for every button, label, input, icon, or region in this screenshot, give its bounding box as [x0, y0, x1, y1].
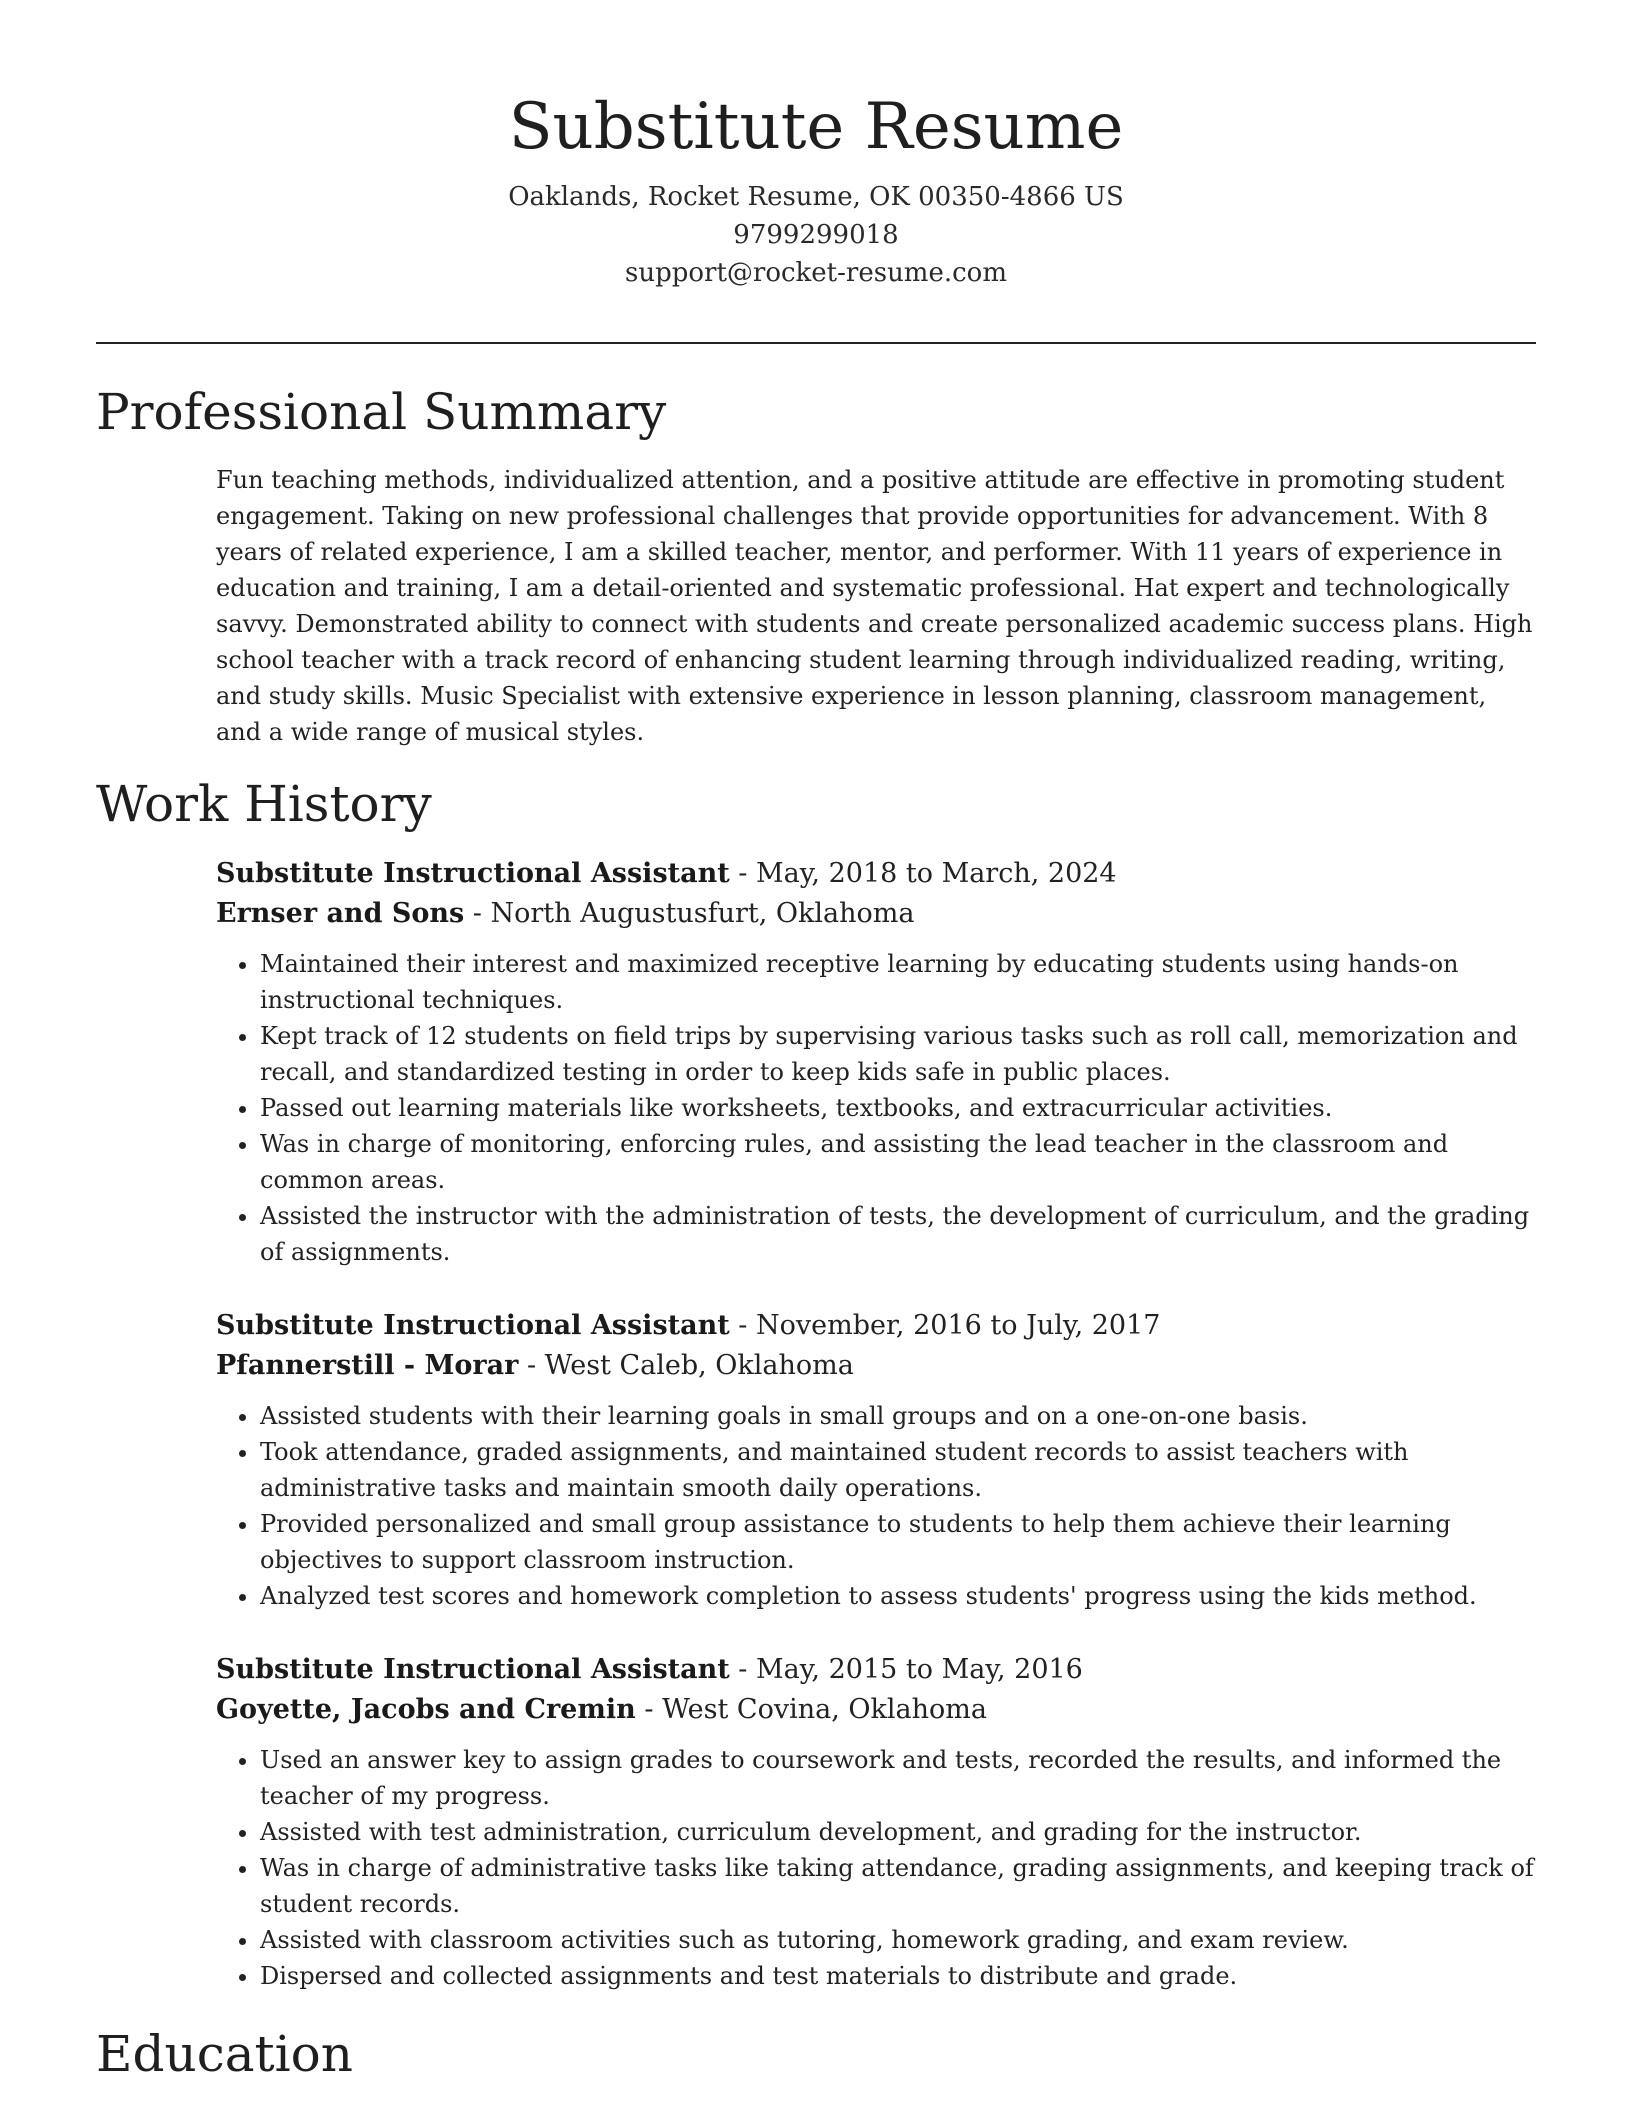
job-location: - West Covina, Oklahoma	[635, 1694, 987, 1725]
job-location: - North Augustusfurt, Oklahoma	[464, 898, 915, 929]
list-item: • Assisted with classroom activities such as tutoring, homework grading, and exam review.	[260, 1922, 1536, 1958]
job-dates: - November, 2016 to July, 2017	[729, 1310, 1161, 1341]
list-item: • Maintained their interest and maximized receptive learning by educating students using hands-on instructional techniques.	[260, 946, 1536, 1018]
section-title-work-history: Work History	[96, 775, 432, 833]
job-bullets	[216, 1742, 1536, 1994]
header-divider	[96, 342, 1536, 344]
job-company-line	[216, 894, 1536, 934]
list-item: • Dispersed and collected assignments and test materials to distribute and grade.	[260, 1958, 1536, 1994]
job-dates: - May, 2015 to May, 2016	[729, 1654, 1083, 1685]
job-dates: - May, 2018 to March, 2024	[729, 858, 1117, 889]
list-item: • Provided personalized and small group assistance to students to help them achieve their learning objectives to support classroom instruction.	[260, 1506, 1536, 1578]
job-bullets	[216, 946, 1536, 1270]
list-item: • Kept track of 12 students on field trips by supervising various tasks such as roll call, memorization and recall, and standardized testing in order to keep kids safe in public places.	[260, 1018, 1536, 1090]
job-company: Goyette, Jacobs and Cremin	[216, 1694, 636, 1725]
list-item: • Was in charge of monitoring, enforcing rules, and assisting the lead teacher in the classroom and common areas.	[260, 1126, 1536, 1198]
list-item: • Took attendance, graded assignments, and maintained student records to assist teachers with administrative tasks and maintain smooth daily operations.	[260, 1434, 1536, 1506]
contact-phone: 9799299018	[733, 220, 899, 250]
job-bullets	[216, 1398, 1536, 1614]
list-item: • Used an answer key to assign grades to coursework and tests, recorded the results, and informed the teacher of my progress.	[260, 1742, 1536, 1814]
list-item: • Passed out learning materials like worksheets, textbooks, and extracurricular activities.	[260, 1090, 1536, 1126]
list-item: • Assisted the instructor with the administration of tests, the development of curriculum, and the grading of assignments.	[260, 1198, 1536, 1270]
job-role: Substitute Instructional Assistant	[216, 858, 730, 889]
job-title-line	[216, 1650, 1536, 1690]
job-location: - West Caleb, Oklahoma	[518, 1350, 854, 1381]
section-title-summary: Professional Summary	[96, 383, 667, 441]
job-title-line	[216, 854, 1536, 894]
job-entry-2	[216, 1306, 1536, 1614]
list-item: • Assisted students with their learning goals in small groups and on a one-on-one basis.	[260, 1398, 1536, 1434]
summary-block	[216, 462, 1536, 750]
contact-address: Oaklands, Rocket Resume, OK 00350-4866 US	[508, 182, 1124, 212]
resume-header	[96, 84, 1536, 292]
job-title-line	[216, 1306, 1536, 1346]
list-item: • Assisted with test administration, curriculum development, and grading for the instructor.	[260, 1814, 1536, 1850]
job-company: Pfannerstill - Morar	[216, 1350, 519, 1381]
job-company-line	[216, 1690, 1536, 1730]
job-company: Ernser and Sons	[216, 898, 465, 929]
list-item: • Analyzed test scores and homework completion to assess students' progress using the kids method.	[260, 1578, 1536, 1614]
job-role: Substitute Instructional Assistant	[216, 1654, 730, 1685]
candidate-name: Substitute Resume	[508, 90, 1124, 164]
job-entry-3	[216, 1650, 1536, 1994]
job-role: Substitute Instructional Assistant	[216, 1310, 730, 1341]
job-entry-1	[216, 854, 1536, 1270]
section-title-education: Education	[96, 2025, 353, 2083]
job-company-line	[216, 1346, 1536, 1386]
list-item: • Was in charge of administrative tasks like taking attendance, grading assignments, and keeping track of student records.	[260, 1850, 1536, 1922]
contact-email: support@rocket-resume.com	[624, 258, 1007, 288]
summary-text: Fun teaching methods, individualized attention, and a positive attitude are effective in promoting student engagement. Taking on new professional challenges that provide opportunities for advancement. With 8 years of related experience, I am a skilled teacher, mentor, and performer. With 11 years of experience in education and training, I am a detail-oriented and systematic professional. Hat expert and technologically savvy. Demonstrated ability to connect with students and create personalized academic success plans. High school teacher with a track record of enhancing student learning through individualized reading, writing, and study skills. Music Specialist with extensive experience in lesson planning, classroom management, and a wide range of musical styles.	[216, 466, 1533, 746]
